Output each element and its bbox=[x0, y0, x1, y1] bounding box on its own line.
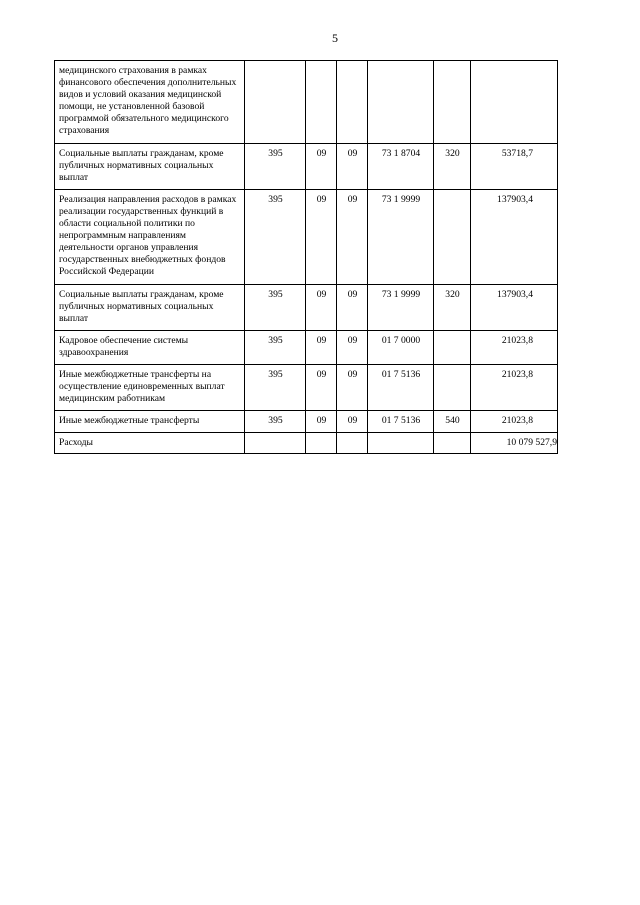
amount-cell: 21023,8 bbox=[471, 330, 558, 364]
subsection-cell: 09 bbox=[337, 189, 368, 284]
target-article-cell: 73 1 8704 bbox=[368, 143, 434, 189]
grbs-cell: 395 bbox=[245, 330, 306, 364]
target-article-cell: 01 7 5136 bbox=[368, 411, 434, 433]
total-label: Расходы bbox=[55, 433, 245, 454]
amount-cell: 21023,8 bbox=[471, 364, 558, 410]
expense-type-cell bbox=[434, 364, 471, 410]
subsection-cell: 09 bbox=[337, 284, 368, 330]
grbs-cell: 395 bbox=[245, 284, 306, 330]
row-name-cell: Кадровое обеспечение системы здравоохранения bbox=[55, 330, 245, 364]
empty-cell bbox=[245, 433, 306, 454]
table-row bbox=[55, 330, 558, 364]
section-cell bbox=[306, 61, 337, 144]
row-name-cell: медицинского страхования в рамках финансового обеспечения дополнительных видов и условий оказания медицинской помощи, не установленной базовой программой обязательного медицинского страхования bbox=[55, 61, 245, 144]
grbs-cell bbox=[245, 61, 306, 144]
table-row bbox=[55, 61, 558, 144]
target-article-cell bbox=[368, 61, 434, 144]
section-cell: 09 bbox=[306, 330, 337, 364]
total-row bbox=[55, 433, 558, 454]
empty-cell bbox=[306, 433, 337, 454]
target-article-cell: 01 7 5136 bbox=[368, 364, 434, 410]
target-article-cell: 01 7 0000 bbox=[368, 330, 434, 364]
section-cell: 09 bbox=[306, 143, 337, 189]
expense-type-cell: 320 bbox=[434, 143, 471, 189]
expense-type-cell: 540 bbox=[434, 411, 471, 433]
grbs-cell: 395 bbox=[245, 364, 306, 410]
table-row bbox=[55, 143, 558, 189]
row-name-cell: Реализация направления расходов в рамках реализации государственных функций в области социальной политики по непрограммным направлениям деятельности органов управления государственных внебюджетных фондов Российской Федерации bbox=[55, 189, 245, 284]
table-row bbox=[55, 411, 558, 433]
amount-cell: 21023,8 bbox=[471, 411, 558, 433]
empty-cell bbox=[434, 433, 471, 454]
total-amount: 10 079 527,9 bbox=[471, 433, 558, 454]
empty-cell bbox=[368, 433, 434, 454]
subsection-cell: 09 bbox=[337, 364, 368, 410]
subsection-cell: 09 bbox=[337, 330, 368, 364]
section-cell: 09 bbox=[306, 411, 337, 433]
table-row bbox=[55, 364, 558, 410]
row-name-cell: Социальные выплаты гражданам, кроме публичных нормативных социальных выплат bbox=[55, 284, 245, 330]
section-cell: 09 bbox=[306, 364, 337, 410]
target-article-cell: 73 1 9999 bbox=[368, 284, 434, 330]
expense-type-cell bbox=[434, 61, 471, 144]
row-name-cell: Иные межбюджетные трансферты bbox=[55, 411, 245, 433]
subsection-cell: 09 bbox=[337, 411, 368, 433]
subsection-cell: 09 bbox=[337, 143, 368, 189]
table-row bbox=[55, 284, 558, 330]
table-row bbox=[55, 189, 558, 284]
expense-type-cell bbox=[434, 189, 471, 284]
grbs-cell: 395 bbox=[245, 411, 306, 433]
budget-table bbox=[54, 60, 558, 454]
expense-type-cell: 320 bbox=[434, 284, 471, 330]
amount-cell: 53718,7 bbox=[471, 143, 558, 189]
amount-cell: 137903,4 bbox=[471, 189, 558, 284]
amount-cell: 137903,4 bbox=[471, 284, 558, 330]
grbs-cell: 395 bbox=[245, 143, 306, 189]
grbs-cell: 395 bbox=[245, 189, 306, 284]
row-name-cell: Иные межбюджетные трансферты на осуществление единовременных выплат медицинским работникам bbox=[55, 364, 245, 410]
page-number: 5 bbox=[332, 31, 338, 45]
amount-cell bbox=[471, 61, 558, 144]
expense-type-cell bbox=[434, 330, 471, 364]
subsection-cell bbox=[337, 61, 368, 144]
empty-cell bbox=[337, 433, 368, 454]
row-name-cell: Социальные выплаты гражданам, кроме публичных нормативных социальных выплат bbox=[55, 143, 245, 189]
section-cell: 09 bbox=[306, 189, 337, 284]
section-cell: 09 bbox=[306, 284, 337, 330]
target-article-cell: 73 1 9999 bbox=[368, 189, 434, 284]
